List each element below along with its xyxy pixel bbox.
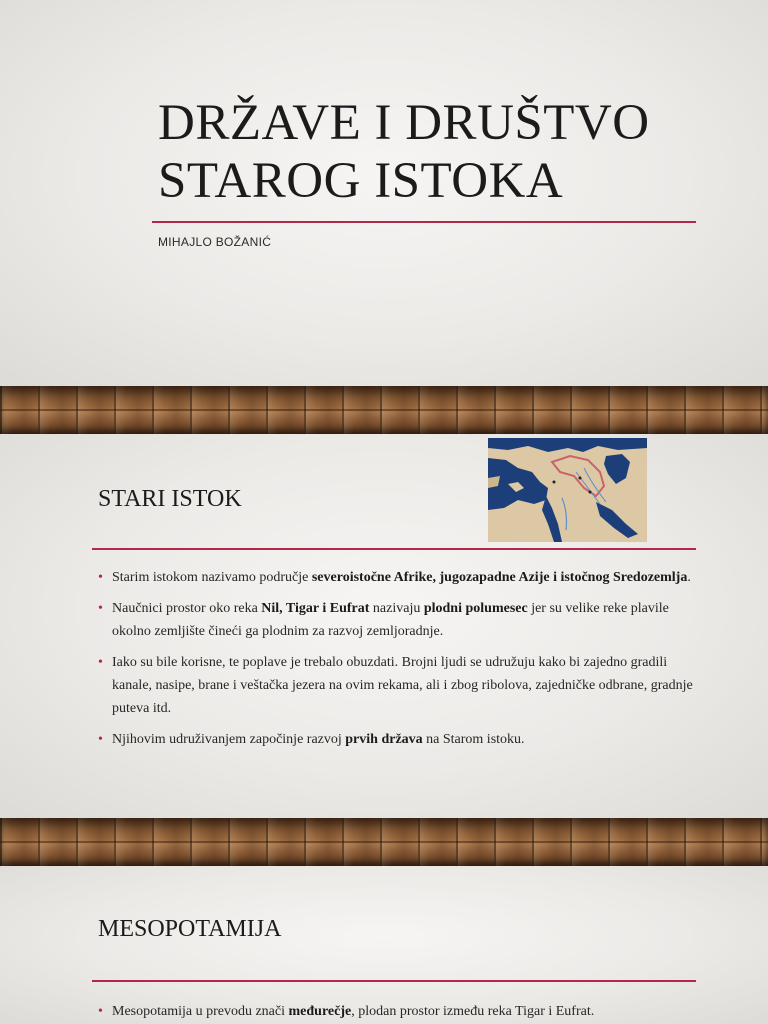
bullet-emphasis: međurečje	[288, 1004, 352, 1019]
bullet-text: Iako su bile korisne, te poplave je trebalo obuzdati. Brojni ljudi se udružuju kako bi zajedno gradili kanale, nasipe, brane i veštačka jezera na ovim rekama, ali i zbog ribolova, zajedničke odbrane, gradnje puteva itd.	[112, 655, 693, 716]
title-line-1: DRŽAVE I DRUŠTVO	[158, 95, 650, 151]
author-name: MIHAJLO BOŽANIĆ	[158, 235, 272, 249]
bullet-text: nazivaju	[369, 601, 424, 616]
bullet-emphasis: severoistočne Afrike, jugozapadne Azije i istočnog Sredozemlja	[311, 570, 688, 585]
wood-floor-divider	[0, 818, 768, 866]
bullet-text: Njihovim udruživanjem započinje razvoj	[112, 732, 346, 747]
list-item	[96, 566, 696, 589]
wood-floor-divider	[0, 386, 768, 434]
fertile-crescent-map-icon	[488, 438, 647, 542]
bullet-text: na Starom istoku.	[422, 732, 525, 747]
bullet-text: jer su velike reke plavile okolno zemljište čineći ga plodnim za razvoj zemljoradnje.	[112, 601, 669, 639]
bullet-list	[96, 566, 696, 759]
title-divider	[152, 221, 696, 223]
bullet-text: Naučnici prostor oko reka	[112, 601, 262, 616]
slide-title: MESOPOTAMIJA	[98, 916, 282, 942]
list-item	[96, 597, 696, 643]
list-item	[96, 728, 696, 751]
bullet-emphasis: prvih država	[345, 732, 423, 747]
bullet-text: Starim istokom nazivamo područje	[112, 570, 312, 585]
presentation-title	[158, 94, 718, 210]
list-item	[96, 651, 696, 720]
bullet-text: Mesopotamija u prevodu znači	[112, 1004, 289, 1019]
title-slide	[0, 0, 768, 386]
bullet-text: .	[687, 570, 691, 585]
slide-divider	[92, 548, 696, 550]
list-item	[96, 1000, 696, 1023]
slide-divider	[92, 980, 696, 982]
bullet-list	[96, 1000, 696, 1024]
slide-title: STARI ISTOK	[98, 486, 242, 512]
bullet-emphasis: Nil, Tigar i Eufrat	[261, 601, 370, 616]
map-image	[488, 438, 647, 542]
bullet-text: , plodan prostor između reka Tigar i Eufrat.	[351, 1004, 595, 1019]
mesopotamija-slide	[0, 866, 768, 1024]
bullet-emphasis: plodni polumesec	[423, 601, 528, 616]
title-line-2: STAROG ISTOKA	[158, 153, 564, 209]
stari-istok-slide	[0, 434, 768, 818]
